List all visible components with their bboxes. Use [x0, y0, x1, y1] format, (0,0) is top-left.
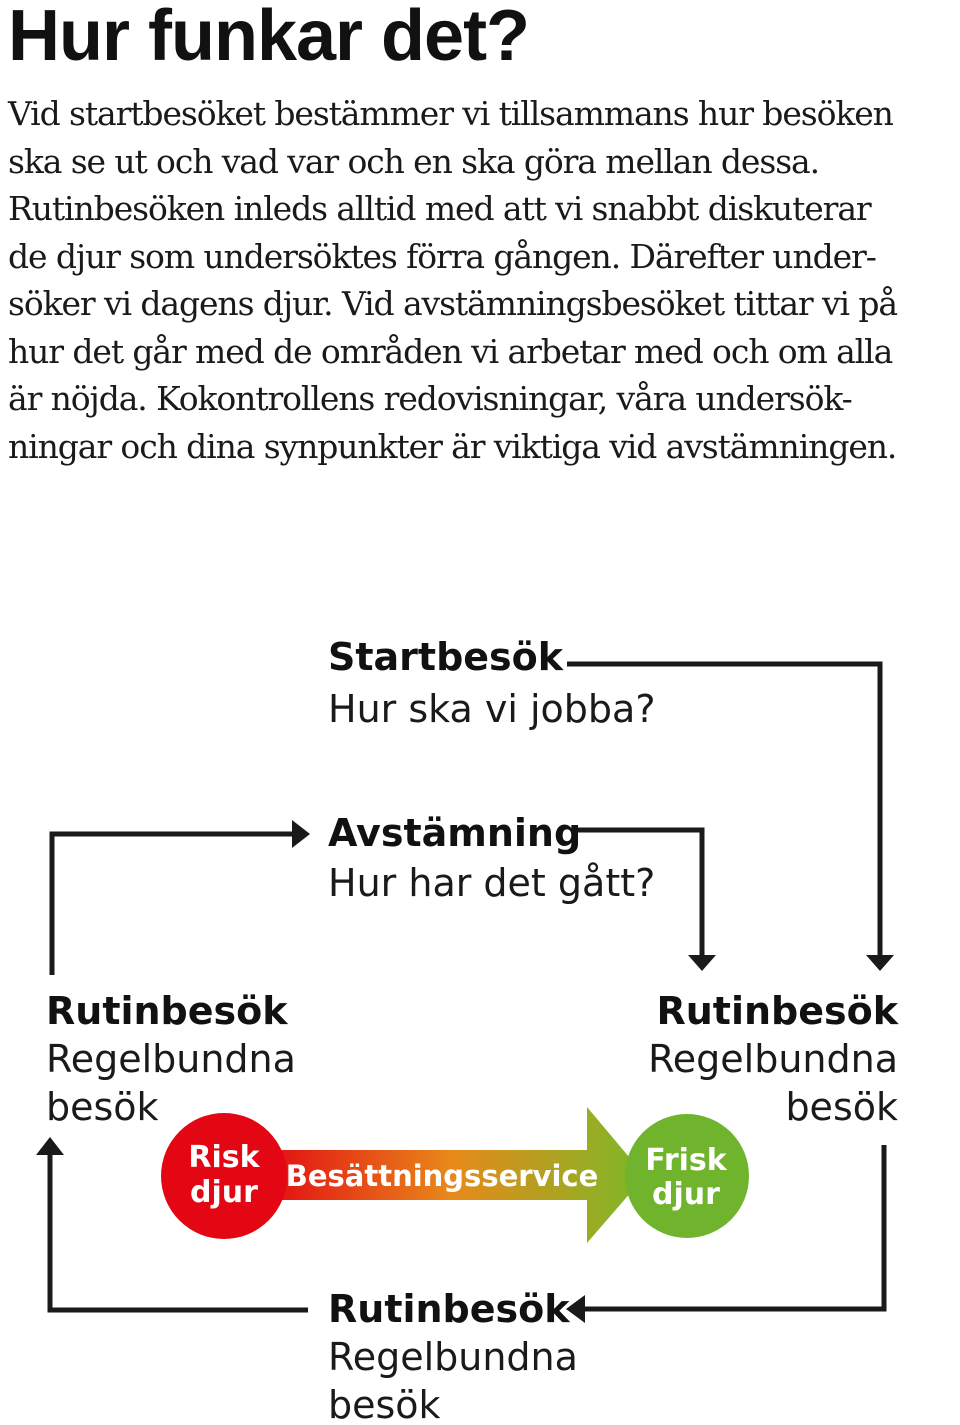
band-label: Besättningsservice [285, 1159, 599, 1193]
intro-line: söker vi dagens djur. Vid avstämningsbesöket tittar vi på [8, 284, 897, 323]
intro-line: ska se ut och vad var och en ska göra mellan dessa. [8, 141, 819, 181]
start-title: Startbesök [328, 635, 564, 679]
start-subtitle: Hur ska vi jobba? [328, 687, 656, 731]
intro-line: är nöjda. Kokontrollens redovisningar, våra undersök- [8, 379, 852, 418]
intro-line: Vid startbesöket bestämmer vi tillsammans hur besöken [8, 94, 893, 133]
rutin-left-title: Rutinbesök [46, 989, 288, 1033]
intro-line: Rutinbesöken inleds alltid med att vi snabbt diskuterar [8, 189, 871, 228]
arrow-up-icon [36, 1137, 64, 1155]
rutin-left-line2: besök [46, 1085, 159, 1129]
frisk-label-line2: djur [652, 1177, 720, 1212]
intro-line: de djur som undersöktes förra gången. Därefter under- [8, 236, 876, 276]
rutin-right-title: Rutinbesök [656, 989, 898, 1033]
intro-line: hur det går med de områden vi arbetar med och om alla [8, 331, 893, 371]
avstamning-title: Avstämning [328, 811, 582, 855]
rutin-left-line1: Regelbundna [46, 1037, 296, 1081]
rutin-right-line2: besök [785, 1085, 898, 1129]
risk-label-line1: Risk [188, 1140, 260, 1175]
page-title: Hur funkar det? [8, 0, 530, 76]
left-to-avstamning-connector [52, 834, 296, 975]
arrow-down-icon [866, 955, 894, 971]
rutin-bottom-line1: Regelbundna [328, 1335, 578, 1379]
arrow-right-icon [292, 820, 310, 848]
intro-line: ningar och dina synpunkter är viktiga vid avstämningen. [8, 426, 897, 466]
arrow-down-icon [688, 955, 716, 971]
rutin-bottom-line2: besök [328, 1383, 441, 1425]
frisk-label-line1: Frisk [645, 1143, 727, 1178]
rutin-right-line1: Regelbundna [648, 1037, 898, 1081]
rutin-bottom-title: Rutinbesök [328, 1287, 570, 1331]
avstamning-subtitle: Hur har det gått? [328, 861, 656, 905]
risk-label-line2: djur [190, 1175, 258, 1210]
